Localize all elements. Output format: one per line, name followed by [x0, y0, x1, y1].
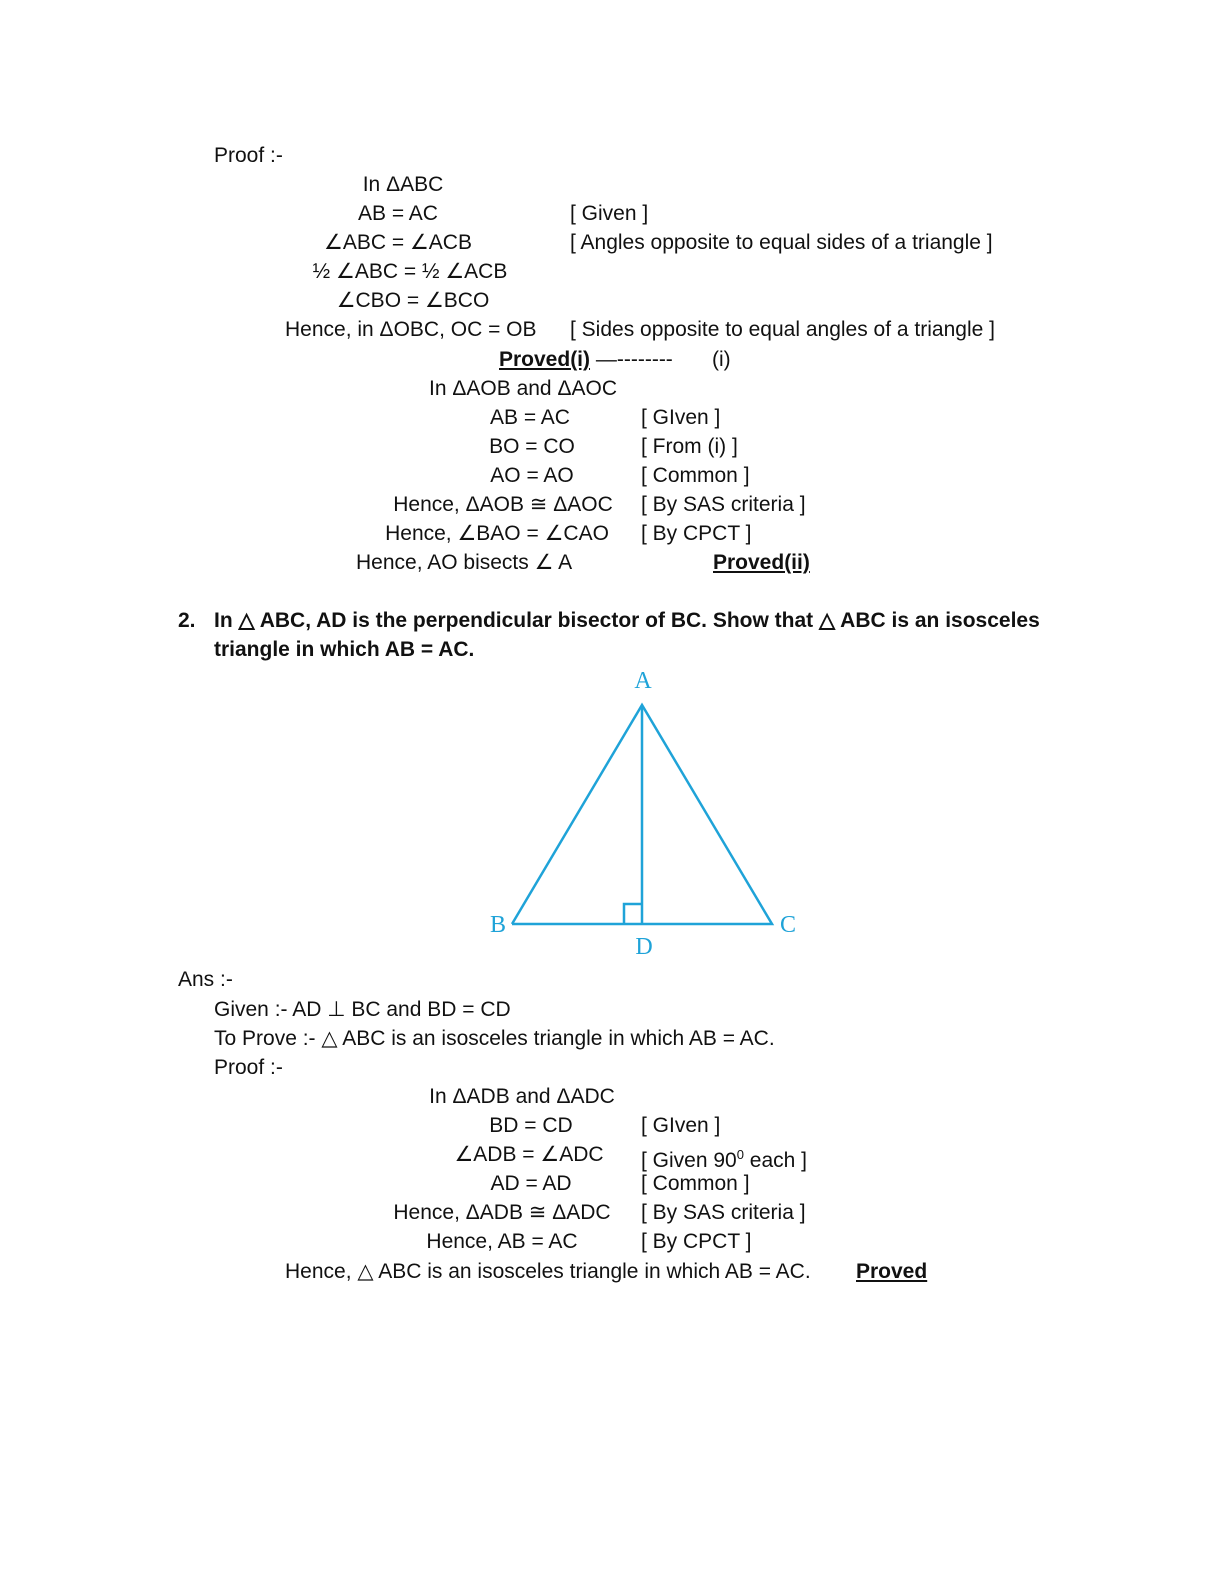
proof-reason: [ Common ] [641, 464, 750, 487]
proof-statement: BD = CD [489, 1114, 573, 1137]
proof-statement: ∠ABC = ∠ACB [324, 231, 472, 254]
question-text-line2: triangle in which AB = AC. [214, 638, 475, 661]
proof-reason: [ By SAS criteria ] [641, 1201, 806, 1224]
proof-reason: [ Common ] [641, 1172, 750, 1195]
proof-statement: Hence, ΔAOB ≅ ΔAOC [393, 493, 613, 516]
given-statement: Given :- AD ⊥ BC and BD = CD [214, 998, 511, 1021]
reason-text: each ] [743, 1149, 808, 1172]
proof-reason: [ Angles opposite to equal sides of a triangle ] [570, 231, 993, 254]
proof-statement: ∠ADB = ∠ADC [454, 1143, 604, 1166]
proof-reason: [ By CPCT ] [641, 1230, 752, 1253]
proof-statement: BO = CO [489, 435, 575, 458]
proof-statement: AO = AO [490, 464, 574, 487]
vertex-label-d: D [635, 934, 653, 960]
proof-statement: Hence, AO bisects ∠ A [356, 551, 573, 574]
proof-heading: Proof :- [214, 1056, 283, 1079]
proof-reason: [ By CPCT ] [641, 522, 752, 545]
proof-reason: [ Sides opposite to equal angles of a triangle ] [570, 318, 995, 341]
proof-reason: [ Given ] [570, 202, 649, 225]
proved-i-line [499, 347, 673, 373]
proof-heading: Proof :- [214, 144, 283, 167]
answer-heading: Ans :- [178, 968, 233, 991]
proof-reason: [ GIven ] [641, 406, 721, 429]
proof-statement: In ΔAOB and ΔAOC [429, 377, 617, 400]
proved-ii-label: Proved(ii) [713, 551, 810, 574]
question-number: 2. [178, 609, 196, 632]
proved-i-ref: (i) [712, 348, 731, 371]
proof-statement: AB = AC [490, 406, 570, 429]
proved-label: Proved [856, 1260, 928, 1283]
proof-statement: In ΔADB and ΔADC [429, 1085, 615, 1108]
to-prove-statement: To Prove :- △ ABC is an isosceles triangle in which AB = AC. [214, 1027, 775, 1050]
conclusion-statement: Hence, △ ABC is an isosceles triangle in which AB = AC. [285, 1260, 811, 1283]
proof-statement: Hence, ∠BAO = ∠CAO [385, 522, 609, 545]
question-text-line1: In △ ABC, AD is the perpendicular bisector of BC. Show that △ ABC is an isosceles [214, 609, 1040, 632]
proved-i-label: Proved(i) [499, 348, 591, 371]
proof-statement: In ΔABC [362, 173, 444, 196]
proof-reason [641, 1142, 807, 1174]
proof-statement: AB = AC [358, 202, 438, 225]
right-angle-marker [624, 904, 642, 924]
proof-statement: ½ ∠ABC = ½ ∠ACB [312, 260, 508, 283]
triangle-figure [480, 660, 810, 960]
vertex-label-b: B [489, 912, 507, 938]
degree-superscript: 0 [736, 1147, 744, 1162]
vertex-label-c: C [779, 912, 797, 938]
proof-statement: AD = AD [490, 1172, 572, 1195]
proved-i-dash: —-------- [595, 348, 673, 371]
reason-text: [ Given 90 [641, 1149, 737, 1172]
proof-statement: Hence, AB = AC [426, 1230, 578, 1253]
proof-reason: [ From (i) ] [641, 435, 738, 458]
proof-reason: [ By SAS criteria ] [641, 493, 806, 516]
proof-statement: Hence, in ΔOBC, OC = OB [285, 318, 537, 341]
proof-statement: ∠CBO = ∠BCO [336, 289, 490, 312]
vertex-label-a: A [634, 668, 652, 694]
proof-statement: Hence, ΔADB ≅ ΔADC [393, 1201, 611, 1224]
proof-reason: [ GIven ] [641, 1114, 721, 1137]
